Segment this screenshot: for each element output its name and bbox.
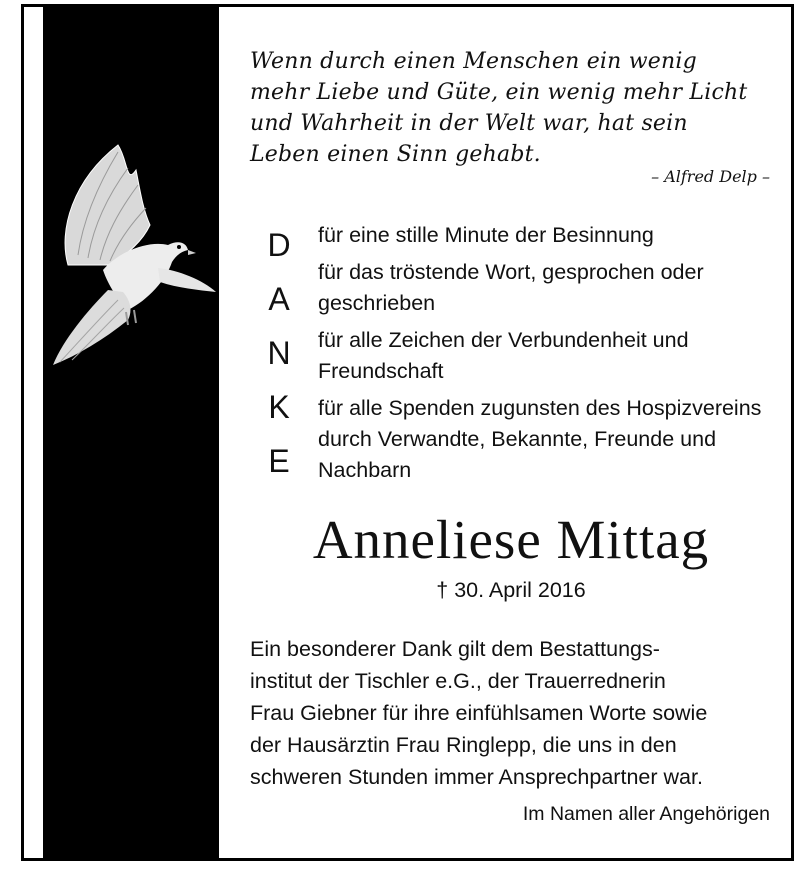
thanks-item: für eine stille Minute der Besinnung xyxy=(318,223,654,247)
special-thanks-line: der Hausärztin Frau Ringlepp, die uns in den xyxy=(250,733,677,757)
special-thanks-line: institut der Tischler e.G., der Trauerrednerin xyxy=(250,669,666,693)
black-side-band xyxy=(43,7,219,858)
quote-line: mehr Liebe und Güte, ein wenig mehr Licht xyxy=(250,80,748,105)
danke-letter: K xyxy=(268,389,290,425)
quote-text xyxy=(250,46,780,170)
deceased-name: Anneliese Mittag xyxy=(312,509,710,570)
death-date: † 30. April 2016 xyxy=(436,578,586,602)
danke-letter: D xyxy=(267,227,291,263)
danke-acrostic xyxy=(262,218,296,488)
quote-line: Leben einen Sinn gehabt. xyxy=(250,142,541,167)
thanks-item: für alle Spenden zugunsten des Hospizvereins durch Verwandte, Bekannte, Freunde und Nachbarn xyxy=(318,396,762,482)
danke-letter: E xyxy=(268,443,290,479)
thanks-list xyxy=(318,220,778,492)
danke-letter: N xyxy=(267,335,291,371)
special-thanks-line: schweren Stunden immer Ansprechpartner war. xyxy=(250,765,703,789)
quote-author: – Alfred Delp – xyxy=(651,167,770,186)
special-thanks-line: Ein besonderer Dank gilt dem Bestattungs- xyxy=(250,637,660,661)
thanks-item: für das tröstende Wort, gesprochen oder geschrieben xyxy=(318,260,704,315)
danke-letter: A xyxy=(268,281,290,317)
quote-line: und Wahrheit in der Welt war, hat sein xyxy=(250,111,688,136)
quote-line: Wenn durch einen Menschen ein wenig xyxy=(250,49,697,74)
dove-icon xyxy=(48,140,218,370)
special-thanks-text xyxy=(250,633,780,793)
signature: Im Namen aller Angehörigen xyxy=(522,803,770,825)
special-thanks-line: Frau Giebner für ihre einfühlsamen Worte sowie xyxy=(250,701,708,725)
thanks-item: für alle Zeichen der Verbundenheit und Freundschaft xyxy=(318,328,689,383)
